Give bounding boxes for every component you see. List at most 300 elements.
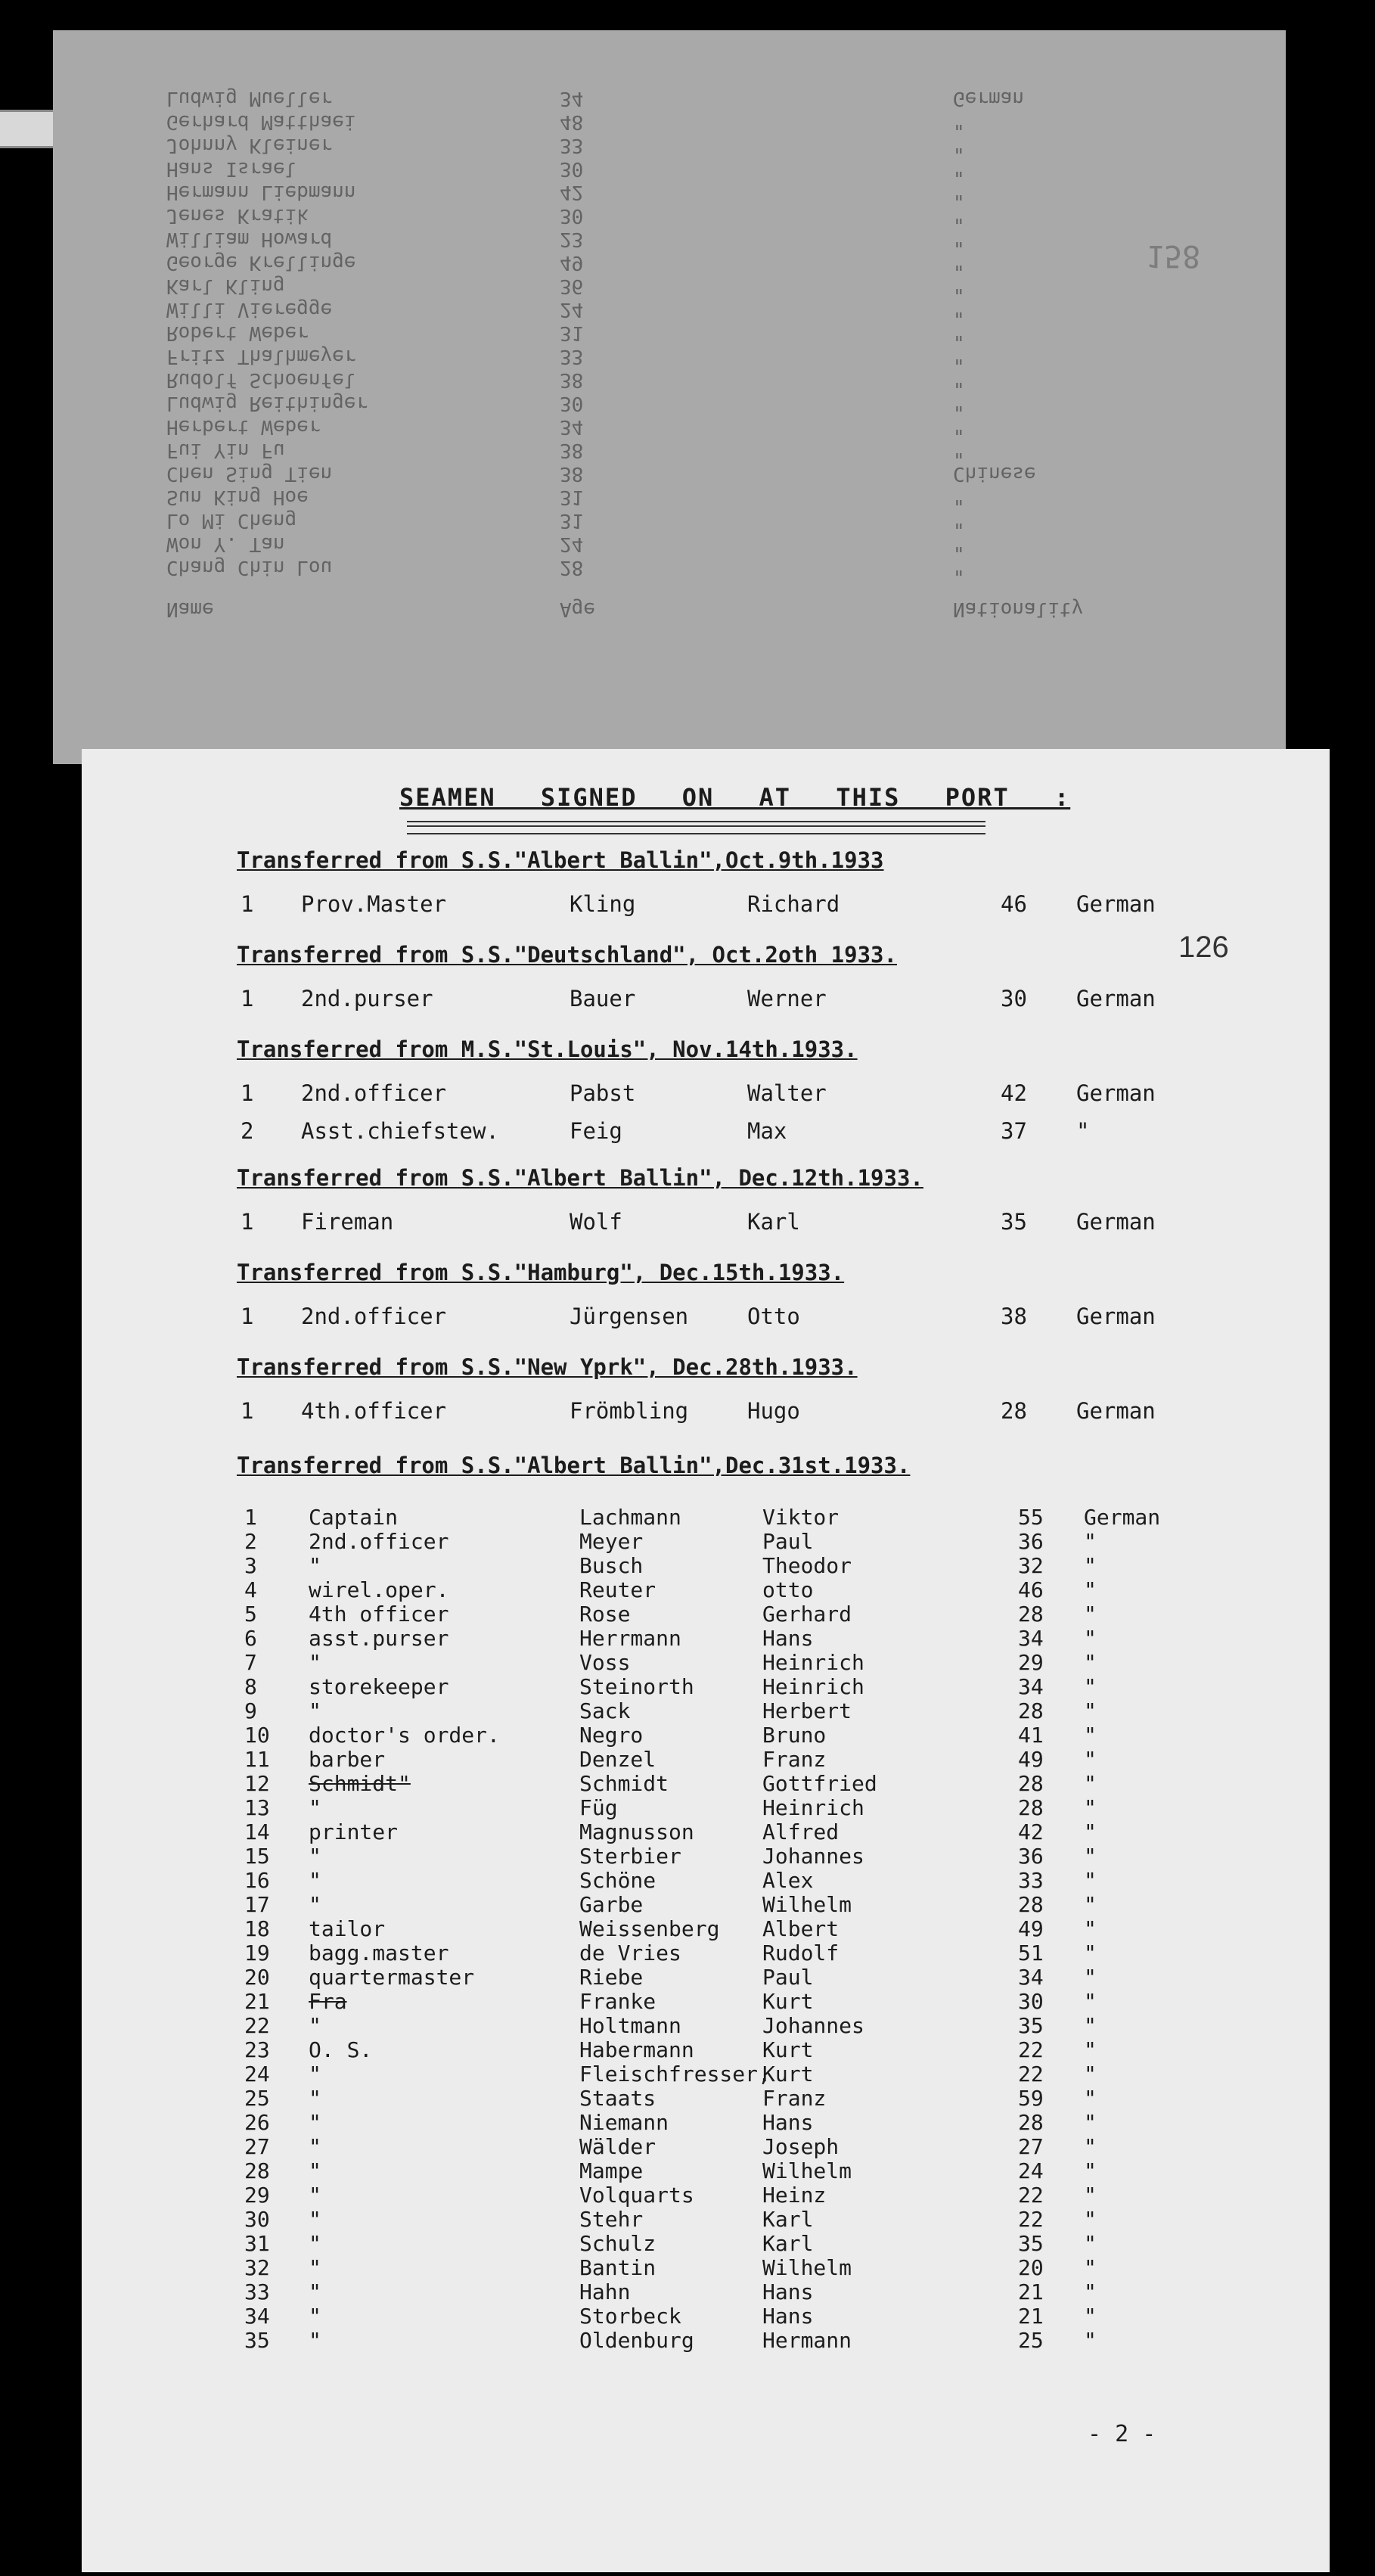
back-sheet-row xyxy=(166,555,1225,579)
cell-age: 28 xyxy=(1001,1398,1027,1424)
cell-num: 16 xyxy=(244,1868,270,1893)
back-sheet-row xyxy=(166,414,1225,438)
back-name: Sun King Hoe xyxy=(166,486,309,508)
cell-age: 38 xyxy=(1001,1304,1027,1329)
cell-age: 28 xyxy=(1018,1698,1044,1723)
back-age: 31 xyxy=(560,509,584,532)
cell-given: Karl xyxy=(747,1209,800,1235)
back-age: 33 xyxy=(560,345,584,368)
back-name: William Howard xyxy=(166,228,333,250)
cell-num: 3 xyxy=(244,1553,257,1578)
cell-age: 20 xyxy=(1018,2255,1044,2280)
cell-rank: Fireman xyxy=(301,1209,394,1235)
back-nationality: " xyxy=(953,157,965,180)
cell-given: Hans xyxy=(762,2304,814,2329)
cell-num: 9 xyxy=(244,1698,257,1723)
cell-surname: Frömbling xyxy=(570,1398,689,1424)
cell-num: 6 xyxy=(244,1626,257,1651)
cell-age: 29 xyxy=(1018,1650,1044,1675)
cell-age: 49 xyxy=(1018,1747,1044,1772)
cell-given: Wilhelm xyxy=(762,2158,852,2183)
back-nationality: " xyxy=(953,110,965,133)
cell-age: 34 xyxy=(1018,1626,1044,1651)
crew-row xyxy=(82,2111,1330,2135)
cell-given: Hermann xyxy=(762,2328,852,2353)
cell-surname: Wolf xyxy=(570,1209,622,1235)
cell-surname: Busch xyxy=(579,1553,644,1578)
cell-nat: " xyxy=(1084,2013,1097,2038)
cell-surname: Storbeck xyxy=(579,2304,681,2329)
cell-num: 22 xyxy=(244,2013,270,2038)
crew-row xyxy=(82,1893,1330,1917)
cell-age: 42 xyxy=(1001,1080,1027,1106)
cell-rank: Prov.Master xyxy=(301,891,447,917)
cell-surname: Lachmann xyxy=(579,1505,681,1530)
back-header-age: Age xyxy=(560,598,595,620)
crew-row xyxy=(82,1080,1330,1111)
cell-given: Albert xyxy=(762,1916,840,1941)
side-page-number: 126 xyxy=(1178,931,1229,964)
crew-row xyxy=(82,2280,1330,2304)
crew-row xyxy=(82,1990,1330,2014)
cell-nat: German xyxy=(1076,1080,1156,1106)
back-sheet-row xyxy=(166,109,1225,133)
cell-surname: de Vries xyxy=(579,1941,681,1965)
cell-age: 28 xyxy=(1018,1795,1044,1820)
back-nationality: " xyxy=(953,134,965,157)
back-nationality: " xyxy=(953,345,965,368)
section-title: Transferred from S.S."Deutschland", Oct.2oth 1933. xyxy=(237,942,897,968)
cell-nat: " xyxy=(1084,1916,1097,1941)
back-age: 36 xyxy=(560,275,584,297)
cell-surname: Wälder xyxy=(579,2134,656,2159)
cell-given: Rudolf xyxy=(762,1941,840,1965)
cell-nat: " xyxy=(1084,1674,1097,1699)
cell-surname: Negro xyxy=(579,1723,644,1748)
cell-surname: Bauer xyxy=(570,986,636,1011)
cell-age: 55 xyxy=(1018,1505,1044,1530)
back-nationality: " xyxy=(953,533,965,555)
back-nationality: " xyxy=(953,368,965,391)
back-sheet-row xyxy=(166,508,1225,532)
cell-num: 11 xyxy=(244,1747,270,1772)
cell-given: Heinrich xyxy=(762,1795,864,1820)
cell-nat: " xyxy=(1084,2062,1097,2087)
cell-num: 28 xyxy=(244,2158,270,2183)
back-age: 24 xyxy=(560,533,584,555)
cell-rank: " xyxy=(309,2158,321,2183)
back-nationality: " xyxy=(953,298,965,321)
cell-given: Wilhelm xyxy=(762,1892,852,1917)
cell-given: Kurt xyxy=(762,2037,814,2062)
cell-rank: O. S. xyxy=(309,2037,373,2062)
cell-surname: Magnusson xyxy=(579,1819,694,1844)
cell-nat: " xyxy=(1084,2231,1097,2256)
cell-given: Richard xyxy=(747,891,840,917)
back-age: 30 xyxy=(560,392,584,415)
cell-surname: Steinorth xyxy=(579,1674,694,1699)
cell-rank: " xyxy=(309,2134,321,2159)
cell-nat: " xyxy=(1084,2255,1097,2280)
cell-num: 2 xyxy=(241,1118,254,1144)
crew-row xyxy=(82,1627,1330,1651)
cell-nat: " xyxy=(1076,1118,1090,1144)
cell-num: 13 xyxy=(244,1795,270,1820)
cell-given: Wilhelm xyxy=(762,2255,852,2280)
crew-row xyxy=(82,2135,1330,2159)
cell-num: 23 xyxy=(244,2037,270,2062)
cell-rank: bagg.master xyxy=(309,1941,449,1965)
cell-nat: " xyxy=(1084,1747,1097,1772)
crew-row xyxy=(82,1602,1330,1627)
cell-surname: Garbe xyxy=(579,1892,644,1917)
back-sheet-row xyxy=(166,226,1225,250)
document-page xyxy=(82,749,1330,2572)
cell-num: 32 xyxy=(244,2255,270,2280)
cell-rank: 2nd.officer xyxy=(301,1304,447,1329)
back-sheet-row xyxy=(166,437,1225,461)
back-name: Ludwig Reithinger xyxy=(166,392,368,415)
back-age: 31 xyxy=(560,322,584,344)
cell-given: Kurt xyxy=(762,1989,814,2014)
cell-age: 42 xyxy=(1018,1819,1044,1844)
crew-row xyxy=(82,2159,1330,2183)
cell-surname: Meyer xyxy=(579,1529,644,1554)
cell-age: 28 xyxy=(1018,1892,1044,1917)
crew-row xyxy=(82,1304,1330,1334)
crew-row xyxy=(82,2087,1330,2111)
back-sheet-row xyxy=(166,156,1225,180)
back-nationality: " xyxy=(953,181,965,204)
cell-rank: asst.purser xyxy=(309,1626,449,1651)
crew-row xyxy=(82,1209,1330,1239)
cell-age: 35 xyxy=(1018,2231,1044,2256)
back-age: 28 xyxy=(560,556,584,579)
cell-nat: " xyxy=(1084,1868,1097,1893)
cell-num: 10 xyxy=(244,1723,270,1748)
cell-rank: " xyxy=(309,2183,321,2208)
crew-row xyxy=(82,1723,1330,1748)
paper-clip xyxy=(0,110,53,148)
cell-rank: 2nd.officer xyxy=(309,1529,449,1554)
cell-nat: " xyxy=(1084,1989,1097,2014)
cell-nat: " xyxy=(1084,2328,1097,2353)
crew-row xyxy=(82,1554,1330,1578)
cell-given: Bruno xyxy=(762,1723,827,1748)
cell-given: Viktor xyxy=(762,1505,840,1530)
cell-surname: Feig xyxy=(570,1118,622,1144)
cell-nat: " xyxy=(1084,1892,1097,1917)
crew-row xyxy=(82,1869,1330,1893)
cell-num: 2 xyxy=(244,1529,257,1554)
footer-page-number: - 2 - xyxy=(1088,2421,1156,2447)
cell-given: Heinz xyxy=(762,2183,827,2208)
cell-num: 25 xyxy=(244,2086,270,2111)
crew-row xyxy=(82,1748,1330,1772)
back-sheet-row xyxy=(166,484,1225,508)
back-name: Fui Yin Fu xyxy=(166,439,285,461)
back-name: Gerhard Matthaei xyxy=(166,110,356,133)
cell-rank: " xyxy=(309,2231,321,2256)
cell-rank: Asst.chiefstew. xyxy=(301,1118,499,1144)
back-age: 34 xyxy=(560,415,584,438)
cell-surname: Reuter xyxy=(579,1577,656,1602)
crew-row xyxy=(82,986,1330,1016)
cell-given: Franz xyxy=(762,2086,827,2111)
crew-row xyxy=(82,2256,1330,2280)
cell-rank: " xyxy=(309,2086,321,2111)
cell-given: Hans xyxy=(762,2279,814,2304)
cell-surname: Kling xyxy=(570,891,636,917)
cell-num: 14 xyxy=(244,1819,270,1844)
crew-row xyxy=(82,2062,1330,2087)
cell-given: Karl xyxy=(762,2231,814,2256)
back-name: Robert Weber xyxy=(166,322,309,344)
back-age: 38 xyxy=(560,439,584,461)
cell-num: 1 xyxy=(241,986,254,1011)
cell-surname: Hahn xyxy=(579,2279,631,2304)
cell-surname: Schmidt xyxy=(579,1771,669,1796)
section-title: Transferred from S.S."Albert Ballin",Dec.31st.1933. xyxy=(237,1453,911,1478)
cell-given: Joseph xyxy=(762,2134,840,2159)
cell-surname: Jürgensen xyxy=(570,1304,689,1329)
crew-row xyxy=(82,1820,1330,1844)
reverse-carbon-sheet xyxy=(53,30,1286,764)
cell-rank: " xyxy=(309,2110,321,2135)
cell-given: Alex xyxy=(762,1868,814,1893)
back-age: 24 xyxy=(560,298,584,321)
crew-row xyxy=(82,2232,1330,2256)
cell-nat: " xyxy=(1084,1965,1097,1990)
cell-surname: Holtmann xyxy=(579,2013,681,2038)
back-header-nationality: Nationality xyxy=(953,598,1084,620)
cell-num: 1 xyxy=(244,1505,257,1530)
cell-rank: " xyxy=(309,2207,321,2232)
back-name: Fritz Thalhmeyer xyxy=(166,345,356,368)
back-name: Hans Israel xyxy=(166,157,297,180)
cell-age: 35 xyxy=(1018,2013,1044,2038)
cell-num: 29 xyxy=(244,2183,270,2208)
back-sheet-row xyxy=(166,132,1225,157)
back-sheet-row xyxy=(166,367,1225,391)
cell-given: Hugo xyxy=(747,1398,800,1424)
cell-rank: doctor's order. xyxy=(309,1723,500,1748)
cell-num: 31 xyxy=(244,2231,270,2256)
cell-num: 12 xyxy=(244,1771,270,1796)
crew-row xyxy=(82,1651,1330,1675)
cell-rank: " xyxy=(309,1650,321,1675)
cell-age: 34 xyxy=(1018,1965,1044,1990)
back-nationality: " xyxy=(953,204,965,227)
cell-rank: " xyxy=(309,2304,321,2329)
back-name: Rudolf Schoenfel xyxy=(166,368,356,391)
cell-age: 22 xyxy=(1018,2207,1044,2232)
cell-nat: " xyxy=(1084,2304,1097,2329)
cell-rank: 4th.officer xyxy=(301,1398,447,1424)
cell-nat: " xyxy=(1084,1698,1097,1723)
cell-rank: " xyxy=(309,1844,321,1869)
cell-num: 35 xyxy=(244,2328,270,2353)
cell-num: 21 xyxy=(244,1989,270,2014)
cell-nat: " xyxy=(1084,1626,1097,1651)
cell-num: 24 xyxy=(244,2062,270,2087)
cell-surname: Mampe xyxy=(579,2158,644,2183)
cell-given: Paul xyxy=(762,1529,814,1554)
back-nationality: " xyxy=(953,439,965,461)
cell-num: 15 xyxy=(244,1844,270,1869)
cell-nat: " xyxy=(1084,1577,1097,1602)
crew-row xyxy=(82,2038,1330,2062)
cell-age: 49 xyxy=(1018,1916,1044,1941)
section-title: Transferred from S.S."Hamburg", Dec.15th.1933. xyxy=(237,1260,845,1285)
cell-nat: " xyxy=(1084,1771,1097,1796)
pencil-mark: 158 xyxy=(1146,238,1201,273)
crew-row xyxy=(82,1578,1330,1602)
cell-num: 1 xyxy=(241,1209,254,1235)
crew-row xyxy=(82,1941,1330,1965)
cell-num: 34 xyxy=(244,2304,270,2329)
cell-age: 41 xyxy=(1018,1723,1044,1748)
back-name: George Krellinge xyxy=(166,251,356,274)
cell-nat: " xyxy=(1084,1650,1097,1675)
cell-nat: German xyxy=(1076,986,1156,1011)
back-sheet-row xyxy=(166,85,1225,110)
cell-surname: Schöne xyxy=(579,1868,656,1893)
back-name: Hermann Liebmann xyxy=(166,181,356,204)
cell-age: 21 xyxy=(1018,2279,1044,2304)
back-name: Lo Mi Cheng xyxy=(166,509,297,532)
back-name: Johnny Kleiner xyxy=(166,134,333,157)
cell-given: Paul xyxy=(762,1965,814,1990)
back-age: 42 xyxy=(560,181,584,204)
back-sheet-header xyxy=(166,596,1225,620)
section-title: Transferred from M.S."St.Louis", Nov.14th.1933. xyxy=(237,1036,858,1062)
cell-given: Heinrich xyxy=(762,1674,864,1699)
crew-row xyxy=(82,1398,1330,1428)
cell-rank: " xyxy=(309,1795,321,1820)
back-age: 23 xyxy=(560,228,584,250)
cell-given: Hans xyxy=(762,2110,814,2135)
double-underline xyxy=(407,821,985,834)
cell-nat: " xyxy=(1084,1529,1097,1554)
back-sheet-row xyxy=(166,203,1225,227)
back-age: 34 xyxy=(560,87,584,110)
cell-surname: Herrmann xyxy=(579,1626,681,1651)
back-sheet-row xyxy=(166,297,1225,321)
cell-nat: German xyxy=(1076,891,1156,917)
crew-row xyxy=(82,1772,1330,1796)
cell-age: 21 xyxy=(1018,2304,1044,2329)
cell-age: 46 xyxy=(1001,891,1027,917)
cell-nat: " xyxy=(1084,1819,1097,1844)
cell-rank: " xyxy=(309,2255,321,2280)
cell-num: 1 xyxy=(241,891,254,917)
cell-given: Max xyxy=(747,1118,787,1144)
cell-surname: Pabst xyxy=(570,1080,636,1106)
cell-age: 35 xyxy=(1001,1209,1027,1235)
cell-surname: Denzel xyxy=(579,1747,656,1772)
cell-num: 27 xyxy=(244,2134,270,2159)
back-sheet-row xyxy=(166,531,1225,555)
crew-row xyxy=(82,1118,1330,1148)
cell-num: 33 xyxy=(244,2279,270,2304)
back-sheet-row xyxy=(166,390,1225,415)
cell-rank: " xyxy=(309,2013,321,2038)
cell-given: Werner xyxy=(747,986,827,1011)
back-age: 30 xyxy=(560,204,584,227)
cell-rank: 2nd.officer xyxy=(301,1080,447,1106)
back-name: Won Y. Tan xyxy=(166,533,285,555)
back-nationality: German xyxy=(953,87,1024,110)
cell-given: Heinrich xyxy=(762,1650,864,1675)
cell-given: Johannes xyxy=(762,1844,864,1869)
cell-rank: 4th officer xyxy=(309,1602,449,1627)
back-name: Herbert Weber xyxy=(166,415,321,438)
back-nationality: Chinese xyxy=(953,462,1036,485)
back-name: Karl Kling xyxy=(166,275,285,297)
back-nationality: " xyxy=(953,556,965,579)
cell-given: Alfred xyxy=(762,1819,840,1844)
cell-num: 18 xyxy=(244,1916,270,1941)
back-nationality: " xyxy=(953,509,965,532)
page-heading: SEAMEN SIGNED ON AT THIS PORT : xyxy=(399,783,1071,812)
cell-nat: " xyxy=(1084,2158,1097,2183)
back-nationality: " xyxy=(953,228,965,250)
back-nationality: " xyxy=(953,322,965,344)
cell-age: 27 xyxy=(1018,2134,1044,2159)
cell-surname: Schulz xyxy=(579,2231,656,2256)
back-age: 49 xyxy=(560,251,584,274)
cell-surname: Stehr xyxy=(579,2207,644,2232)
mirrored-list xyxy=(166,76,1225,620)
back-name: Chang Chin Lou xyxy=(166,556,333,579)
cell-rank: quartermaster xyxy=(309,1965,475,1990)
cell-rank: storekeeper xyxy=(309,1674,449,1699)
back-name: Chen Sing Tien xyxy=(166,462,333,485)
cell-given: Hans xyxy=(762,1626,814,1651)
back-age: 33 xyxy=(560,134,584,157)
crew-row xyxy=(82,2208,1330,2232)
crew-row xyxy=(82,1675,1330,1699)
cell-rank: wirel.oper. xyxy=(309,1577,449,1602)
cell-nat: " xyxy=(1084,2279,1097,2304)
cell-rank: " xyxy=(309,1553,321,1578)
cell-age: 36 xyxy=(1018,1529,1044,1554)
section-title: Transferred from S.S."Albert Ballin", Dec.12th.1933. xyxy=(237,1165,923,1191)
cell-age: 46 xyxy=(1018,1577,1044,1602)
cell-age: 24 xyxy=(1018,2158,1044,2183)
cell-num: 4 xyxy=(244,1577,257,1602)
section-title: Transferred from S.S."Albert Ballin",Oct.9th.1933 xyxy=(237,847,884,873)
cell-given: Gottfried xyxy=(762,1771,877,1796)
back-nationality: " xyxy=(953,275,965,297)
cell-given: Theodor xyxy=(762,1553,852,1578)
cell-rank: Schmidt" xyxy=(309,1771,411,1796)
cell-rank: tailor xyxy=(309,1916,386,1941)
back-age: 38 xyxy=(560,368,584,391)
cell-nat: German xyxy=(1076,1398,1156,1424)
cell-rank: " xyxy=(309,2328,321,2353)
cell-rank: " xyxy=(309,2279,321,2304)
cell-nat: " xyxy=(1084,2183,1097,2208)
back-sheet-row xyxy=(166,343,1225,368)
cell-age: 32 xyxy=(1018,1553,1044,1578)
cell-age: 30 xyxy=(1018,1989,1044,2014)
cell-surname: Staats xyxy=(579,2086,656,2111)
back-nationality: " xyxy=(953,392,965,415)
cell-rank: 2nd.purser xyxy=(301,986,433,1011)
cell-rank: " xyxy=(309,1698,321,1723)
